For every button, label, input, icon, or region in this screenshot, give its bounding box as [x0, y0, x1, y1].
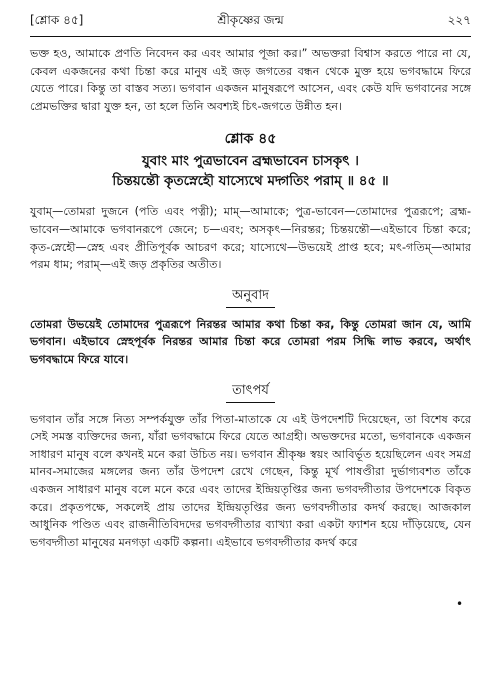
translation-heading-text: অনুবাদ — [226, 286, 275, 308]
purport-heading-text: তাৎপর্য — [226, 381, 275, 403]
verse-line-2: চিন্তয়ন্তৌ কৃতস্নেহৌ যাস্যেথে মদ্গতিং পরাম্ ॥ ৪৫ ॥ — [112, 173, 389, 190]
page-number: ২২৭ — [447, 13, 471, 27]
verse-reference: [শ্লোক ৪৫] — [30, 13, 84, 27]
purport-heading — [30, 381, 471, 403]
page-header — [30, 10, 471, 32]
intro-paragraph: ভক্ত হও, আমাকে প্রণতি নিবেদন কর এবং আমার পূজা কর।” অভক্তরা বিশ্বাস করতে পারে না যে, কেবল একজনের কথা চিন্তা করে মানুষ এই জড় জগতের বন্ধন থেকে মুক্ত হয়ে ভগবদ্ধামে ফিরে যেতে পারে। কিন্তু তা বাস্তব সত্য। ভগবান একজন মানুষরূপে আসেন, এবং কেউ যদি ভগবানের সঙ্গে প্রেমভক্তির দ্বারা যুক্ত হন, তা হলে তিনি অবশ্যই চিৎ-জগতে উন্নীত হন। — [30, 47, 471, 113]
translation-paragraph: তোমরা উভয়েই তোমাদের পুত্ররূপে নিরন্তর আমার কথা চিন্তা কর, কিন্তু তোমরা জান যে, আমি ভগবান। এইভাবে স্নেহপূর্বক নিরন্তর আমার চিন্তা করে তোমরা পরম সিদ্ধি লাভ করবে, অর্থাৎ ভগবদ্ধামে ফিরে যাবে। — [30, 317, 471, 366]
synonyms-paragraph: যুবাম্—তোমরা দুজনে (পতি এবং পত্নী); মাম্—আমাকে; পুত্র-ভাবেন—তোমাদের পুত্ররূপে; ব্রহ্ম-ভাবেন—আমাকে ভগবানরূপে জেনে; চ—এবং; অসকৃৎ—নিরন্তর; চিন্তয়ন্তৌ—এইভাবে চিন্তা করে; কৃত-স্নেহৌ—স্নেহ এবং প্রীতিপূর্বক আচরণ করে; যাস্যেথে—উভয়েই প্রাপ্ত হবে; মৎ-গতিম্—আমার পরম ধাম; পরাম্—এই জড় প্রকৃতির অতীত। — [30, 205, 471, 272]
verse-line-1: যুবাং মাং পুত্রভাবেন ব্রহ্মভাবেন চাসকৃৎ । — [142, 153, 359, 170]
header-rule — [30, 36, 471, 37]
chapter-title: শ্রীকৃষ্ণের জন্ম — [217, 13, 284, 27]
verse-label: শ্লোক ৪৫ — [224, 131, 277, 148]
translation-heading — [30, 286, 471, 308]
purport-paragraph: ভগবান তাঁর সঙ্গে নিত্য সম্পর্কযুক্ত তাঁর পিতা-মাতাকে যে এই উপদেশটি দিয়েছেন, তা বিশেষ করে সেই সমস্ত ব্যক্তিদের জন্য, যাঁরা ভগবদ্ধামে ফিরে যেতে আগ্রহী। অভক্তদের মতো, ভগবানকে একজন সাধারণ মানুষ বলে কখনই মনে করা উচিত নয়। ভগবান শ্রীকৃষ্ণ স্বয়ং আবির্ভূত হয়েছিলেন এবং সমগ্র মানব-সমাজের মঙ্গলের জন্য তাঁর উপদেশ রেখে গেছেন, কিন্তু মূর্খ পাষণ্ডীরা দুর্ভাগ্যবশত তাঁকে একজন সাধারণ মানুষ বলে মনে করে এবং তাদের ইন্দ্রিয়তৃপ্তির জন্য ভগবদ্গীতার উপদেশকে বিকৃত করে। প্রকৃতপক্ষে, সকলেই প্রায় তাদের ইন্দ্রিয়তৃপ্তির জন্য ভগবদ্গীতার কদর্থ করছে। আজকাল আধুনিক পণ্ডিত এবং রাজনীতিবিদদের ভগবদ্গীতার ব্যাখ্যা করা একটা ফ্যাশন হয়ে দাঁড়িয়েছে, যেন ভগবদ্গীতা মানুষের মনগড়া একটি কল্পনা। এইভাবে ভগবদ্গীতার কদর্থ করে — [30, 412, 471, 549]
margin-mark: • — [456, 597, 464, 611]
